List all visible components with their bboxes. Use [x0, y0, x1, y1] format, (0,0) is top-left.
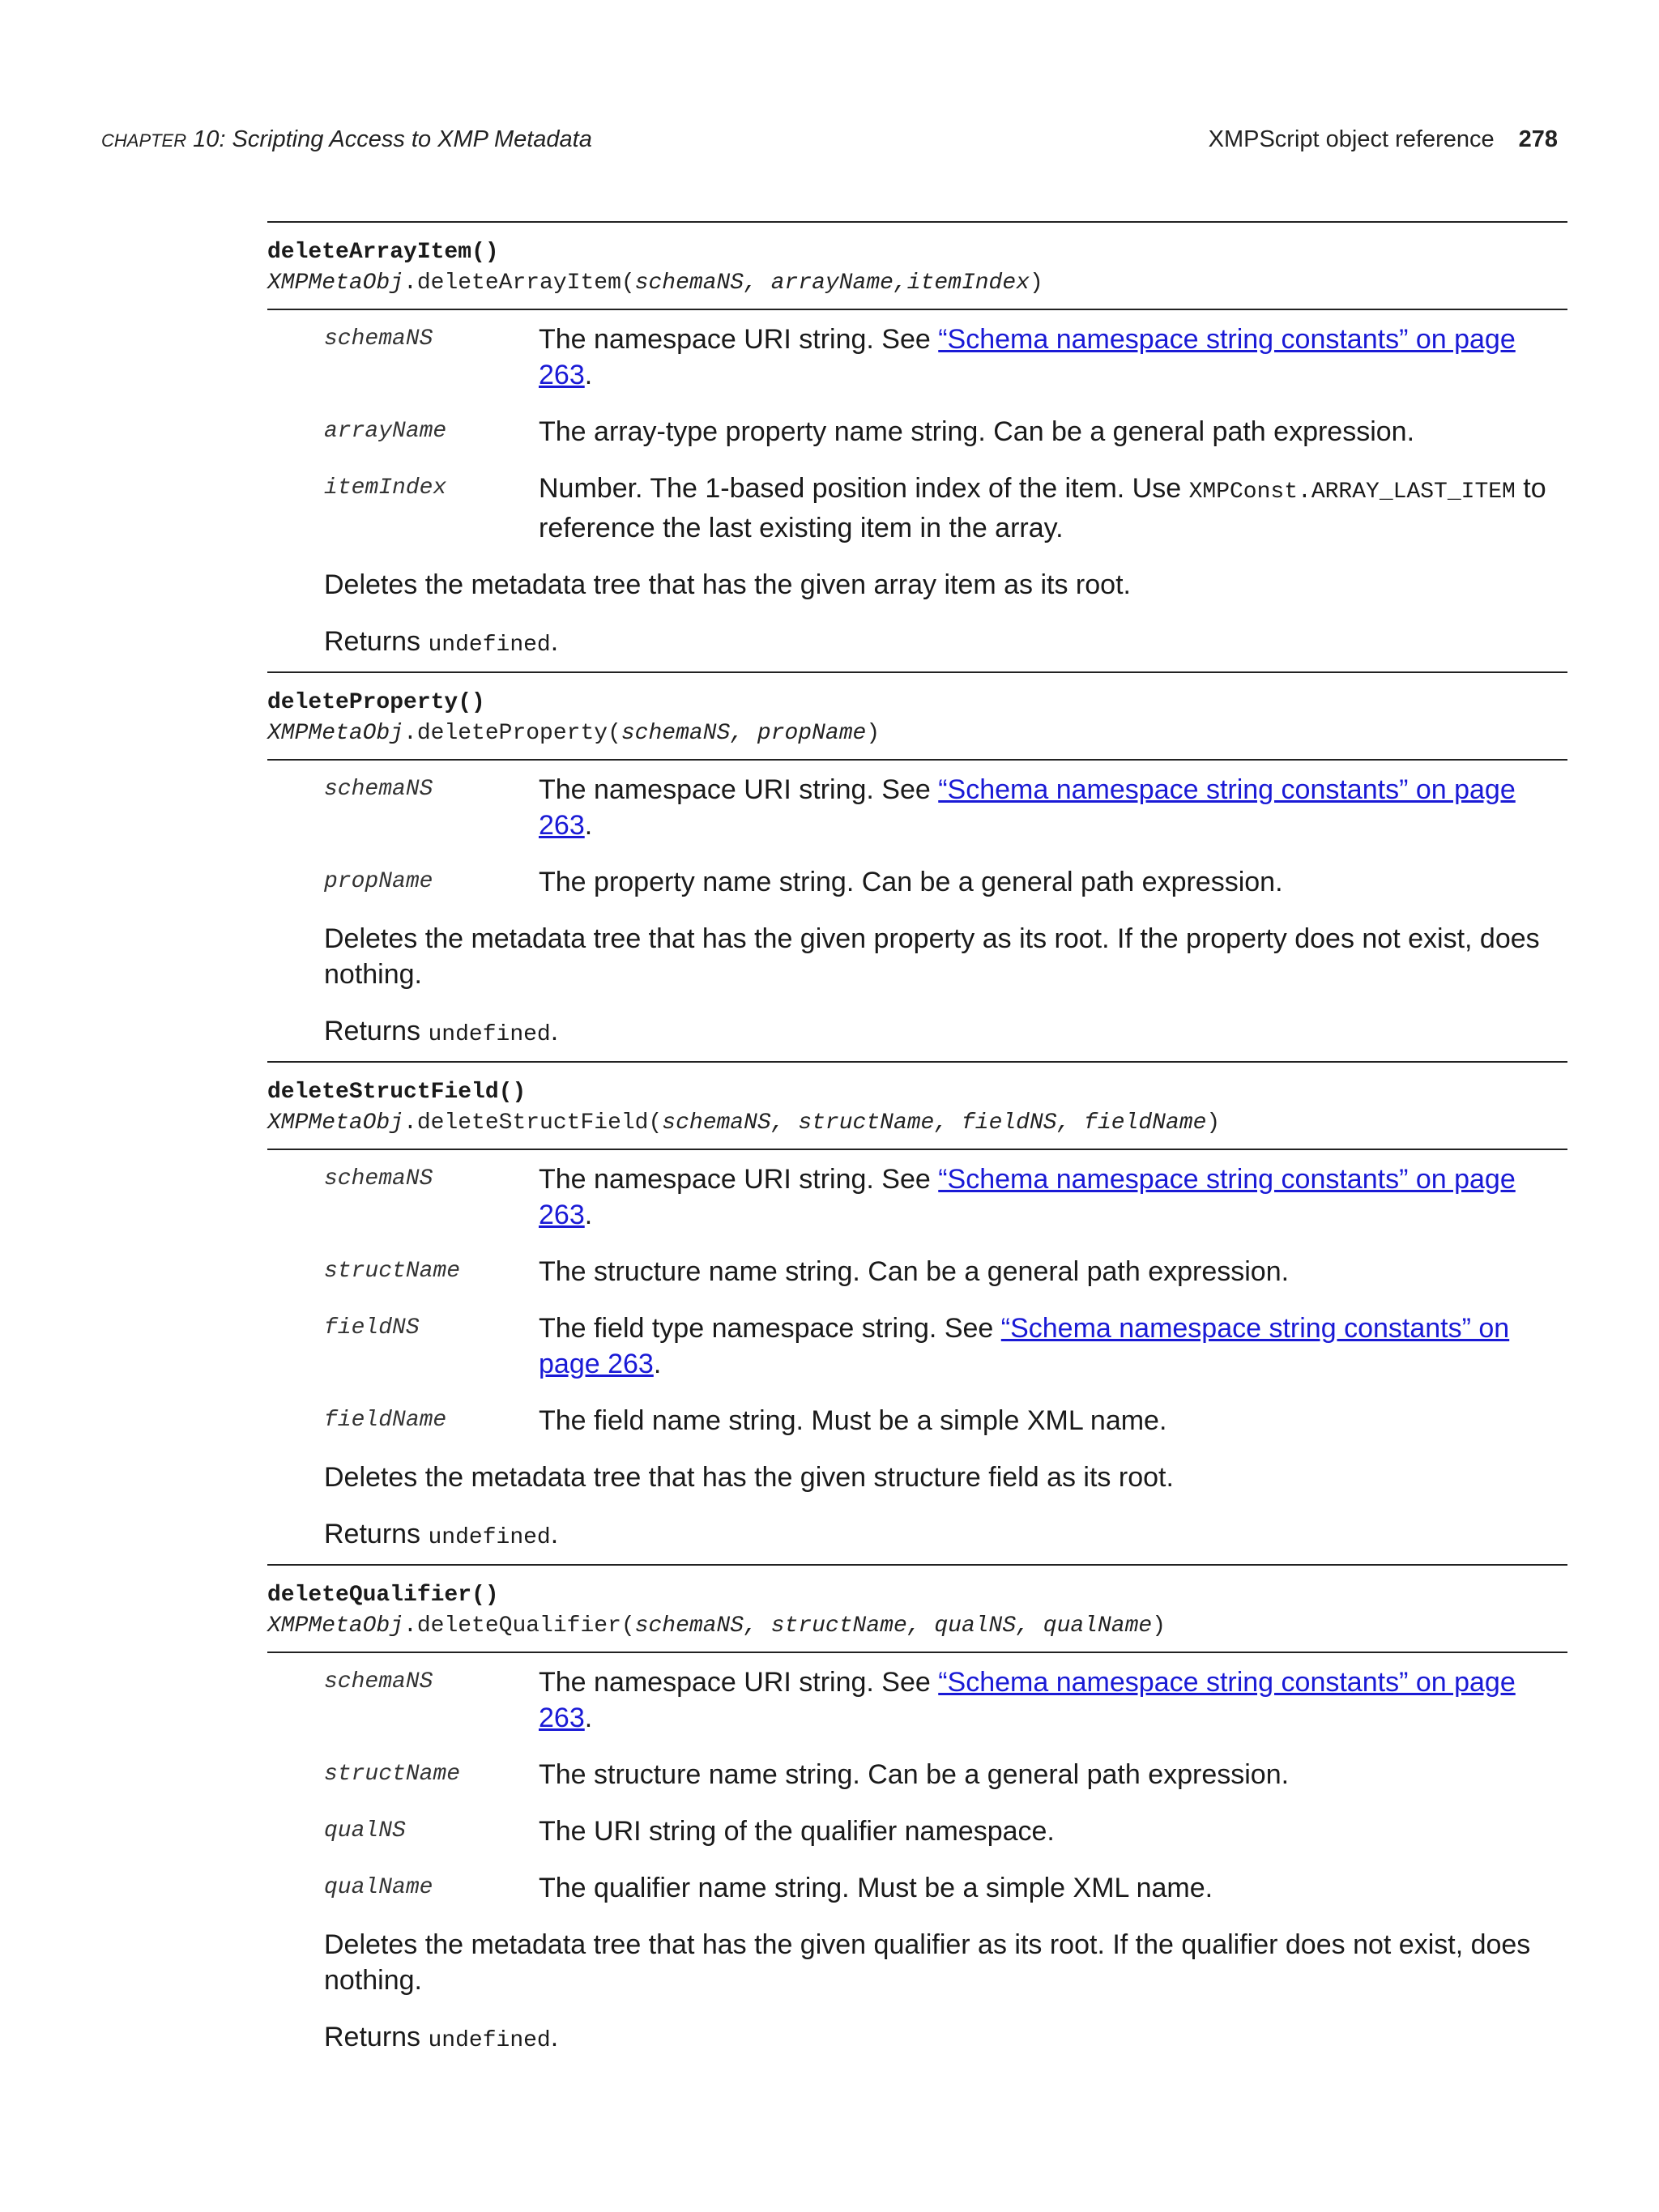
- signature-object: XMPMetaObj: [267, 271, 404, 296]
- returns-label: Returns: [324, 1016, 429, 1046]
- signature-args: schemaNS, propName: [621, 721, 867, 746]
- parameter-name: structName: [324, 1259, 461, 1284]
- description-text: The structure name string. Can be a general path expression.: [539, 1256, 1290, 1287]
- signature-close: ): [1206, 1110, 1221, 1136]
- signature-object: XMPMetaObj: [267, 1613, 404, 1639]
- parameter-description: [539, 414, 1567, 450]
- parameter-row: [324, 471, 1567, 546]
- method-returns: [267, 624, 1567, 663]
- description-text-end: .: [584, 360, 593, 390]
- parameter-description: [539, 864, 1567, 900]
- parameter-description: [539, 322, 1567, 393]
- description-text: The namespace URI string. See: [539, 324, 939, 355]
- cross-reference-link[interactable]: “Schema namespace string constants” on page 263: [539, 1164, 1516, 1230]
- parameter-list: [267, 1150, 1567, 1438]
- method-section: [267, 221, 1567, 663]
- method-section: [267, 1061, 1567, 1556]
- parameter-row: [324, 864, 1567, 900]
- parameter-name: qualNS: [324, 1818, 406, 1843]
- description-text: The qualifier name string. Must be a simple XML name.: [539, 1873, 1213, 1903]
- signature-call: .deleteStructField(: [403, 1110, 663, 1136]
- parameter-row: [324, 1870, 1567, 1906]
- returns-end: .: [550, 1519, 559, 1549]
- method-signature: [267, 718, 1567, 749]
- method-description: Deletes the metadata tree that has the given property as its root. If the property does not exist, does nothing.: [324, 923, 1540, 990]
- description-text: The property name string. Can be a general path expression.: [539, 867, 1283, 897]
- description-text-end: .: [584, 1200, 593, 1230]
- parameter-row: [324, 772, 1567, 843]
- method-signature: [267, 268, 1567, 299]
- returns-value: undefined: [428, 1525, 551, 1550]
- description-text: The field type namespace string. See: [539, 1313, 1001, 1344]
- parameter-name: schemaNS: [324, 1166, 433, 1191]
- description-text: Number. The 1-based position index of the item. Use: [539, 473, 1189, 504]
- signature-close: ): [866, 721, 881, 746]
- parameter-description: [539, 1161, 1567, 1233]
- signature-object: XMPMetaObj: [267, 721, 404, 746]
- parameter-list: [267, 1653, 1567, 1906]
- description-text: The namespace URI string. See: [539, 1164, 939, 1195]
- signature-call: .deleteQualifier(: [403, 1613, 635, 1639]
- method-signature-block: [267, 1063, 1567, 1150]
- parameter-name: schemaNS: [324, 1669, 433, 1694]
- signature-close: ): [1152, 1613, 1166, 1639]
- returns-label: Returns: [324, 626, 429, 657]
- page-header: [101, 126, 1558, 165]
- parameter-row: [324, 1403, 1567, 1438]
- parameter-name: structName: [324, 1762, 461, 1787]
- parameter-description: [539, 1664, 1567, 1736]
- signature-call: .deleteArrayItem(: [403, 271, 635, 296]
- method-signature-block: [267, 1566, 1567, 1653]
- code-constant: XMPConst.ARRAY_LAST_ITEM: [1188, 479, 1516, 505]
- method-signature: [267, 1611, 1567, 1642]
- returns-value: undefined: [428, 1022, 551, 1047]
- parameter-description: [539, 1757, 1567, 1792]
- method-name: deleteArrayItem(): [267, 240, 499, 265]
- description-text-end: .: [653, 1349, 662, 1379]
- cross-reference-link[interactable]: “Schema namespace string constants” on page 263: [539, 324, 1516, 390]
- parameter-row: [324, 1161, 1567, 1233]
- parameter-name: qualName: [324, 1875, 433, 1900]
- description-text-end: .: [584, 810, 593, 841]
- method-description: Deletes the metadata tree that has the given qualifier as its root. If the qualifier does not exist, does nothing.: [324, 1929, 1531, 1996]
- returns-value: undefined: [428, 2028, 551, 2053]
- description-text: The URI string of the qualifier namespace.: [539, 1816, 1055, 1847]
- cross-reference-link[interactable]: “Schema namespace string constants” on page 263: [539, 774, 1516, 841]
- parameter-row: [324, 1254, 1567, 1289]
- parameter-description: [539, 1403, 1567, 1438]
- parameter-row: [324, 1813, 1567, 1849]
- parameter-name: propName: [324, 869, 433, 894]
- method-name: deleteProperty(): [267, 690, 485, 715]
- method-signature-block: [267, 673, 1567, 761]
- parameter-description: [539, 1813, 1567, 1849]
- parameter-description: [539, 1254, 1567, 1289]
- parameter-list: [267, 761, 1567, 900]
- section-title: XMPScript object reference 278: [1208, 126, 1558, 152]
- signature-args: schemaNS, structName, fieldNS, fieldName: [662, 1110, 1207, 1136]
- signature-args: schemaNS, structName, qualNS, qualName: [634, 1613, 1153, 1639]
- cross-reference-link[interactable]: “Schema namespace string constants” on page 263: [539, 1667, 1516, 1733]
- description-text-end: to reference the last existing item in the array.: [539, 473, 1546, 543]
- parameter-name: schemaNS: [324, 326, 433, 352]
- returns-value: undefined: [428, 633, 551, 658]
- signature-object: XMPMetaObj: [267, 1110, 404, 1136]
- parameter-row: [324, 322, 1567, 393]
- parameter-name: schemaNS: [324, 777, 433, 802]
- parameter-description: [539, 471, 1567, 546]
- method-section: [267, 1564, 1567, 2059]
- method-signature: [267, 1108, 1567, 1139]
- method-name: deleteQualifier(): [267, 1583, 499, 1608]
- parameter-row: [324, 1757, 1567, 1792]
- parameter-description: [539, 1870, 1567, 1906]
- parameter-row: [324, 414, 1567, 450]
- method-reference: [267, 221, 1567, 2067]
- description-text: The namespace URI string. See: [539, 774, 939, 805]
- method-name: deleteStructField(): [267, 1080, 527, 1105]
- returns-label: Returns: [324, 1519, 429, 1549]
- returns-end: .: [550, 626, 559, 657]
- description-text: The field name string. Must be a simple XML name.: [539, 1405, 1167, 1436]
- parameter-row: [324, 1311, 1567, 1382]
- parameter-list: [267, 310, 1567, 546]
- chapter-title: CHAPTER 10: Scripting Access to XMP Metadata: [101, 126, 592, 152]
- signature-call: .deleteProperty(: [403, 721, 621, 746]
- method-section: [267, 671, 1567, 1053]
- parameter-name: fieldNS: [324, 1315, 420, 1340]
- parameter-name: itemIndex: [324, 475, 447, 501]
- signature-close: ): [1029, 271, 1043, 296]
- returns-end: .: [550, 1016, 559, 1046]
- description-text: The array-type property name string. Can be a general path expression.: [539, 416, 1415, 447]
- description-text: The structure name string. Can be a general path expression.: [539, 1759, 1290, 1790]
- description-text: The namespace URI string. See: [539, 1667, 939, 1698]
- cross-reference-link[interactable]: “Schema namespace string constants” on page 263: [539, 1313, 1510, 1379]
- method-returns: [267, 2019, 1567, 2059]
- method-description: Deletes the metadata tree that has the given array item as its root.: [324, 569, 1131, 600]
- parameter-row: [324, 1664, 1567, 1736]
- page-number: 278: [1518, 126, 1558, 152]
- method-description: Deletes the metadata tree that has the given structure field as its root.: [324, 1462, 1174, 1493]
- parameter-description: [539, 1311, 1567, 1382]
- signature-args: schemaNS, arrayName,itemIndex: [634, 271, 1030, 296]
- parameter-description: [539, 772, 1567, 843]
- method-returns: [267, 1013, 1567, 1053]
- method-signature-block: [267, 223, 1567, 310]
- returns-label: Returns: [324, 2022, 429, 2052]
- returns-end: .: [550, 2022, 559, 2052]
- parameter-name: fieldName: [324, 1408, 447, 1433]
- description-text-end: .: [584, 1703, 593, 1733]
- method-returns: [267, 1516, 1567, 1556]
- parameter-name: arrayName: [324, 419, 447, 444]
